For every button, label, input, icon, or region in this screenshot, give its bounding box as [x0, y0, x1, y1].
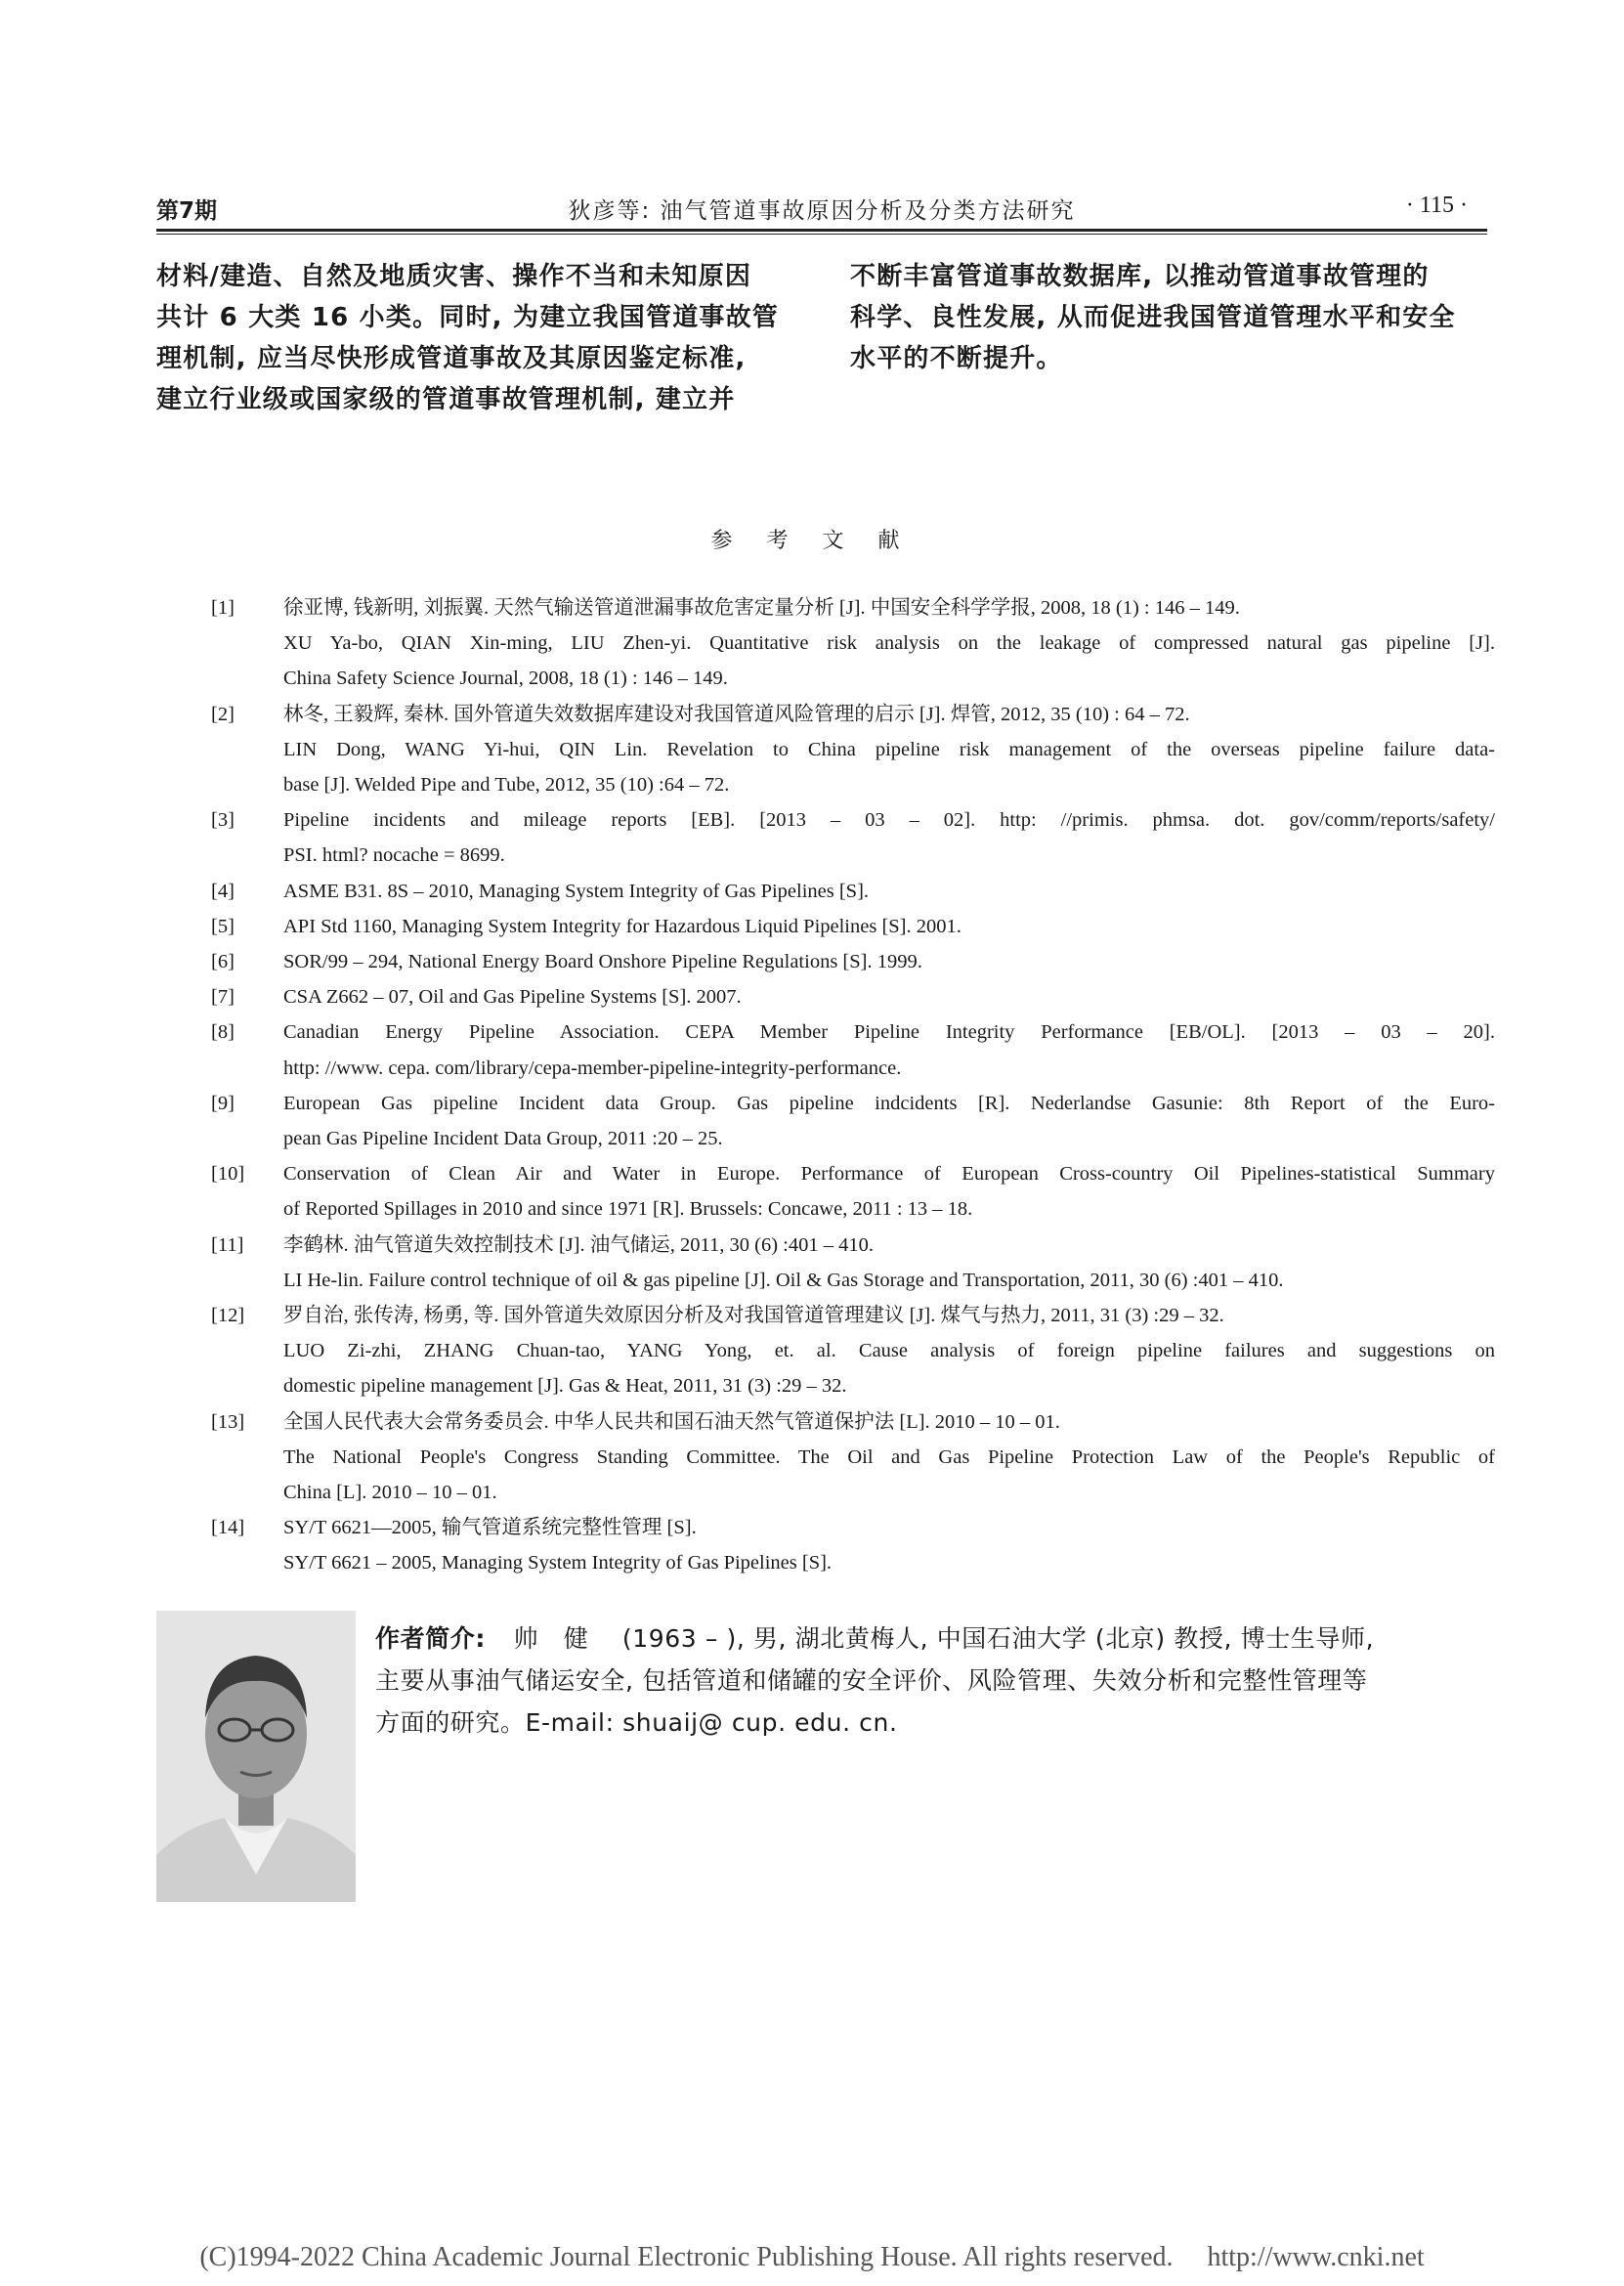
reference-line: ASME B31. 8S – 2010, Managing System Integrity of Gas Pipelines [S]. — [283, 880, 870, 902]
reference-item — [205, 590, 1495, 697]
reference-number: [14] — [211, 1517, 245, 1539]
reference-item — [205, 697, 1495, 803]
author-bio — [375, 1617, 1489, 1744]
reference-line: Conservation of Clean Air and Water in Europe. Performance of European Cross-country Oil Pipelines-statistical Summary — [283, 1163, 1495, 1186]
reference-line: http: //www. cepa. com/library/cepa-member-pipeline-integrity-performance. — [283, 1057, 902, 1079]
reference-line: China [L]. 2010 – 10 – 01. — [283, 1482, 497, 1504]
reference-line: European Gas pipeline Incident data Group. Gas pipeline indcidents [R]. Nederlandse Gasunie: 8th Report of the Euro- — [283, 1092, 1495, 1114]
reference-line: 罗自治, 张传涛, 杨勇, 等. 国外管道失效原因分析及对我国管道管理建议 [J]. 煤气与热力, 2011, 31 (3) :29 – 32. — [283, 1305, 1224, 1327]
reference-line: SY/T 6621—2005, 输气管道系统完整性管理 [S]. — [283, 1517, 697, 1539]
reference-line: PSI. html? nocache = 8699. — [283, 844, 505, 867]
reference-item — [205, 1086, 1495, 1156]
header-rule-thick — [156, 229, 1487, 232]
body-column-left — [156, 256, 791, 420]
page-number: · 115 · — [1405, 193, 1468, 218]
reference-line: API Std 1160, Managing System Integrity for Hazardous Liquid Pipelines [S]. 2001. — [283, 915, 962, 937]
reference-line: SOR/99 – 294, National Energy Board Onshore Pipeline Regulations [S]. 1999. — [283, 951, 922, 973]
reference-number: [4] — [211, 880, 235, 902]
bio-line-1 — [375, 1617, 1489, 1660]
reference-line: pean Gas Pipeline Incident Data Group, 2011 :20 – 25. — [283, 1128, 723, 1150]
bio-line-3: 方面的研究。E-mail: shuaij@ cup. edu. cn. — [375, 1708, 898, 1737]
reference-number: [12] — [211, 1305, 245, 1327]
reference-line: LIN Dong, WANG Yi-hui, QIN Lin. Revelation to China pipeline risk management of the overseas pipeline failure data- — [283, 738, 1495, 760]
reference-number: [2] — [211, 703, 235, 725]
reference-line: LI He-lin. Failure control technique of oil & gas pipeline [J]. Oil & Gas Storage and Transportation, 2011, 30 (6) :401 – 410. — [283, 1269, 1284, 1291]
footer-url[interactable]: http://www.cnki.net — [1207, 2242, 1425, 2272]
reference-number: [3] — [211, 809, 235, 832]
reference-line: 全国人民代表大会常务委员会. 中华人民共和国石油天然气管道保护法 [L]. 2010 – 10 – 01. — [283, 1410, 1060, 1433]
references-heading: 参 考 文 献 — [710, 529, 914, 553]
reference-number: [10] — [211, 1163, 245, 1186]
header-rule-thin — [156, 234, 1487, 235]
reference-item — [205, 944, 1495, 979]
author-photo — [156, 1611, 356, 1902]
reference-item — [205, 1404, 1495, 1511]
reference-number: [7] — [211, 986, 235, 1009]
reference-item — [205, 979, 1495, 1014]
bio-text: (1963 – ), 男, 湖北黄梅人, 中国石油大学 (北京) 教授, 博士生导师, — [621, 1624, 1375, 1653]
bio-label: 作者简介: — [375, 1624, 486, 1653]
author-portrait-image — [156, 1611, 356, 1902]
reference-line: 林冬, 王毅辉, 秦林. 国外管道失效数据库建设对我国管道风险管理的启示 [J]. 焊管, 2012, 35 (10) : 64 – 72. — [283, 703, 1190, 725]
reference-line: SY/T 6621 – 2005, Managing System Integrity of Gas Pipelines [S]. — [283, 1552, 833, 1574]
body-line: 材料/建造、自然及地质灾害、操作不当和未知原因 — [156, 262, 752, 291]
reference-list — [205, 590, 1495, 1581]
reference-item — [205, 802, 1495, 873]
reference-line: base [J]. Welded Pipe and Tube, 2012, 35 (10) :64 – 72. — [283, 774, 730, 797]
reference-line: domestic pipeline management [J]. Gas & Heat, 2011, 31 (3) :29 – 32. — [283, 1375, 847, 1398]
reference-line: CSA Z662 – 07, Oil and Gas Pipeline Systems [S]. 2007. — [283, 986, 742, 1009]
reference-item — [205, 1014, 1495, 1085]
copyright-footer — [0, 2242, 1624, 2273]
issue-number: 第7期 — [156, 198, 218, 224]
reference-line: LUO Zi-zhi, ZHANG Chuan-tao, YANG Yong, et. al. Cause analysis of foreign pipeline failures and suggestions on — [283, 1340, 1495, 1362]
reference-item — [205, 1156, 1495, 1227]
copyright-text: (C)1994-2022 China Academic Journal Electronic Publishing House. All rights reserved. — [199, 2242, 1174, 2272]
author-name: 帅 健 — [513, 1624, 589, 1653]
reference-number: [9] — [211, 1092, 235, 1114]
reference-line: 李鹤林. 油气管道失效控制技术 [J]. 油气储运, 2011, 30 (6) :401 – 410. — [283, 1233, 874, 1256]
body-line: 水平的不断提升。 — [850, 344, 1063, 373]
reference-line: Pipeline incidents and mileage reports [EB]. [2013 – 03 – 02]. http: //primis. phmsa. dot. gov/comm/reports/safety/ — [283, 809, 1495, 832]
reference-line: 徐亚博, 钱新明, 刘振翼. 天然气输送管道泄漏事故危害定量分析 [J]. 中国安全科学学报, 2008, 18 (1) : 146 – 149. — [283, 597, 1240, 619]
body-line: 科学、良性发展, 从而促进我国管道管理水平和安全 — [850, 303, 1456, 332]
reference-line: China Safety Science Journal, 2008, 18 (1) : 146 – 149. — [283, 668, 728, 690]
reference-line: Canadian Energy Pipeline Association. CEPA Member Pipeline Integrity Performance [EB/OL]. [2013 – 03 – 20]. — [283, 1021, 1495, 1044]
reference-number: [1] — [211, 597, 235, 619]
body-column-right — [850, 256, 1487, 379]
running-header — [156, 193, 1487, 226]
reference-item — [205, 874, 1495, 909]
reference-number: [5] — [211, 915, 235, 937]
reference-item — [205, 1298, 1495, 1404]
reference-line: The National People's Congress Standing Committee. The Oil and Gas Pipeline Protection Law of the People's Republic of — [283, 1445, 1495, 1468]
reference-number: [11] — [211, 1233, 244, 1256]
body-line: 建立行业级或国家级的管道事故管理机制, 建立并 — [156, 385, 736, 414]
reference-line: XU Ya-bo, QIAN Xin-ming, LIU Zhen-yi. Quantitative risk analysis on the leakage of compressed natural gas pipeline [J]. — [283, 632, 1495, 655]
reference-number: [13] — [211, 1410, 245, 1433]
reference-number: [8] — [211, 1021, 235, 1044]
running-title: 狄彦等: 油气管道事故原因分析及分类方法研究 — [568, 198, 1076, 224]
body-line: 共计 6 大类 16 小类。同时, 为建立我国管道事故管 — [156, 303, 780, 332]
reference-number: [6] — [211, 951, 235, 973]
reference-item — [205, 1228, 1495, 1298]
bio-line-2: 主要从事油气储运安全, 包括管道和储罐的安全评价、风险管理、失效分析和完整性管理等 — [375, 1666, 1368, 1695]
body-line: 理机制, 应当尽快形成管道事故及其原因鉴定标准, — [156, 344, 747, 373]
reference-line: of Reported Spillages in 2010 and since 1971 [R]. Brussels: Concawe, 2011 : 13 – 18. — [283, 1198, 973, 1221]
reference-item — [205, 909, 1495, 944]
body-line: 不断丰富管道事故数据库, 以推动管道事故管理的 — [850, 262, 1430, 291]
reference-item — [205, 1510, 1495, 1580]
